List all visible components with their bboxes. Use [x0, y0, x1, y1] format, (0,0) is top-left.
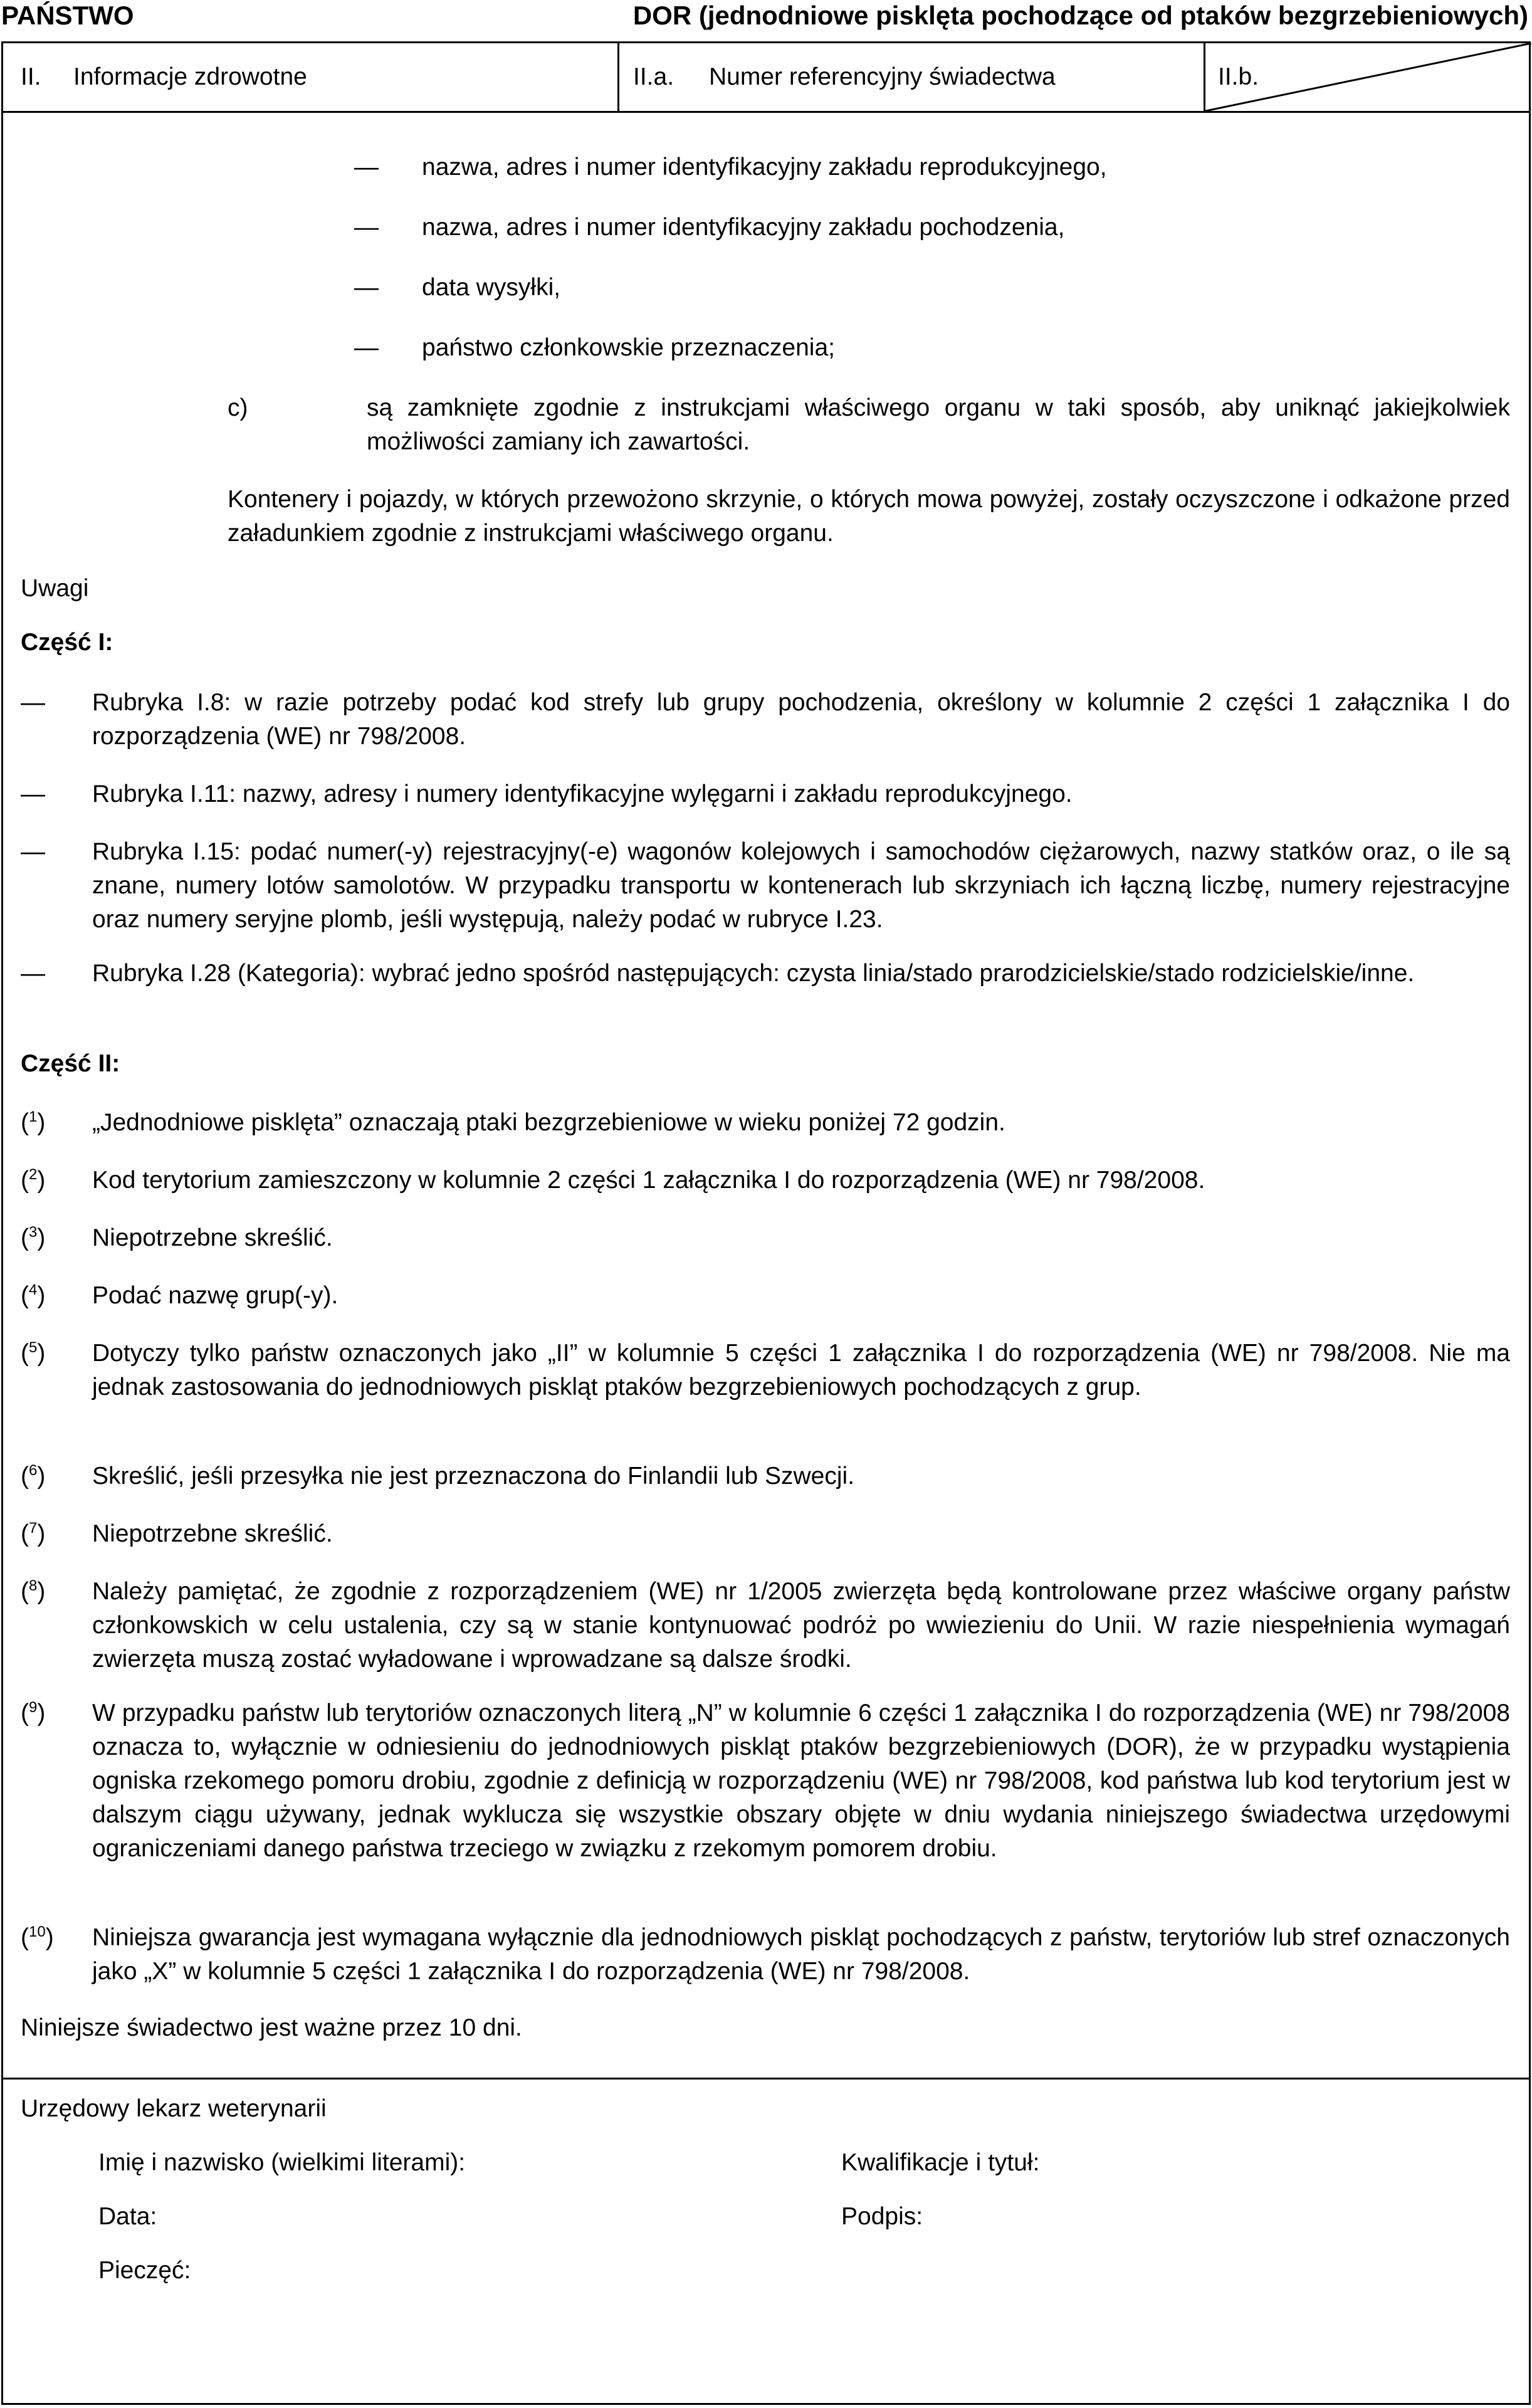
certificate-title: DOR (jednodniowe pisklęta pochodzące od ptaków bezgrzebieniowych)	[632, 1, 1528, 30]
part1-heading: Część I:	[21, 629, 113, 656]
iib-label: II.b.	[1218, 63, 1259, 90]
list-dash: —	[354, 214, 379, 241]
item-c-text: są zamknięte zgodnie z instrukcjami właściwego organu w taki sposób, aby uniknąć jakiejkolwiek możliwości zamiany ich zawartości.	[367, 394, 1510, 455]
footnote-number: ($^1$)	[21, 1108, 46, 1136]
section-header-bar	[1, 41, 1531, 113]
section-number: II.	[21, 63, 41, 90]
ident-item: nazwa, adres i numer identyfikacyjny zakładu pochodzenia,	[422, 214, 1065, 241]
name-label: Imię i nazwisko (wielkimi literami):	[98, 2149, 466, 2176]
ident-item: data wysyłki,	[422, 274, 561, 301]
official-vet-title: Urzędowy lekarz weterynarii	[21, 2095, 327, 2122]
footnote-text: Należy pamiętać, że zgodnie z rozporządzeniem (WE) nr 1/2005 zwierzęta będą kontrolowane przez właściwe organy państw członkowskich w celu ustalenia, czy są w stanie kontynuować podróż po wwiezieniu do Unii. W razie niespełnienia wymagań zwierzęta muszą zostać wyładowane i wprowadzane są dalsze środki.	[92, 1578, 1510, 1673]
footnote-number: ($^3$)	[21, 1224, 46, 1251]
footnote-number: ($^5$)	[21, 1339, 46, 1367]
part1-item: Rubryka I.28 (Kategoria): wybrać jedno spośród następujących: czysta linia/stado prarodzicielskie/stado rodzicielskie/inne.	[92, 960, 1415, 987]
footnote-number: ($^6$)	[21, 1462, 46, 1490]
footnote-text: W przypadku państw lub terytoriów oznaczonych literą „N” w kolumnie 6 części 1 załącznika I do rozporządzenia (WE) nr 798/2008 oznacza to, wyłącznie w odniesieniu do jednodniowych piskląt ptaków bezgrzebieniowych (DOR), że w przypadku wystąpienia ogniska rzekomego pomoru drobiu, zgodnie z definicją w rozporządzeniu (WE) nr 798/2008, kod państwa lub kod terytorium jest w dalszym ciągu używany, jednak wyklucza się wszystkie obszary objęte w dniu wydania niniejszego świadectwa urzędowymi ograniczeniami danego państwa trzeciego w związku z rzekomym pomorem drobiu.	[92, 1700, 1510, 1862]
stamp-label: Pieczęć:	[98, 2257, 191, 2284]
notes-heading: Uwagi	[21, 575, 89, 602]
reference-number-label: II.a.	[633, 63, 674, 90]
part1-item: Rubryka I.11: nazwy, adresy i numery identyfikacyjne wylęgarni i zakładu reprodukcyjnego.	[92, 781, 1073, 807]
list-dash: —	[354, 274, 379, 301]
containers-paragraph: Kontenery i pojazdy, w których przewożono skrzynie, o których mowa powyżej, zostały oczyszczone i odkażone przed załadunkiem zgodnie z instrukcjami właściwego organu.	[228, 486, 1510, 547]
footnote-text: Dotyczy tylko państw oznaczonych jako „II” w kolumnie 5 części 1 załącznika I do rozporządzenia (WE) nr 798/2008. Nie ma jednak zastosowania do jednodniowych piskląt ptaków bezgrzebieniowych pochodzących z grup.	[92, 1340, 1510, 1401]
footnote-text: Niepotrzebne skreślić.	[92, 1224, 333, 1251]
footnote-number: ($^7$)	[21, 1520, 46, 1547]
reference-title: Numer referencyjny świadectwa	[709, 63, 1056, 90]
footnote-text: Kod terytorium zamieszczony w kolumnie 2 części 1 załącznika I do rozporządzenia (WE) nr 798/2008.	[92, 1167, 1205, 1194]
footnote-text: „Jednodniowe pisklęta” oznaczają ptaki bezgrzebieniowe w wieku poniżej 72 godzin.	[92, 1109, 1005, 1136]
date-label: Data:	[98, 2203, 157, 2230]
footnote-text: Niniejsza gwarancja jest wymagana wyłącznie dla jednodniowych piskląt pochodzących z państw, terytoriów lub stref oznaczonych jako „X” w kolumnie 5 części 1 załącznika I do rozporządzenia (WE) nr 798/2008.	[92, 1924, 1510, 1985]
footnote-number: ($^{10}$)	[21, 1923, 54, 1951]
footnote-number: ($^4$)	[21, 1281, 46, 1309]
footnote-number: ($^8$)	[21, 1577, 46, 1605]
footnote-number: ($^2$)	[21, 1166, 46, 1194]
list-dash: —	[21, 689, 45, 716]
diagonal-strike-line	[1205, 43, 1531, 111]
footnote-text: Podać nazwę grup(-y).	[92, 1282, 338, 1309]
part1-item: Rubryka I.8: w razie potrzeby podać kod strefy lub grupy pochodzenia, określony w kolumnie 2 części 1 załącznika I do rozporządzenia (WE) nr 798/2008.	[92, 689, 1510, 750]
footnote-text: Skreślić, jeśli przesyłka nie jest przeznaczona do Finlandii lub Szwecji.	[92, 1463, 855, 1490]
ident-item: państwo członkowskie przeznaczenia;	[422, 334, 836, 361]
signature-block	[1, 2078, 1531, 2405]
ident-item: nazwa, adres i numer identyfikacyjny zakładu reprodukcyjnego,	[422, 154, 1107, 181]
part2-heading: Część II:	[21, 1050, 120, 1077]
section-title: Informacje zdrowotne	[73, 63, 307, 90]
part1-item: Rubryka I.15: podać numer(-y) rejestracyjny(-e) wagonów kolejowych i samochodów ciężarowych, nazwy statków oraz, o ile są znane, numery lotów samolotów. W przypadku transportu w kontenerach lub skrzyniach ich łączną liczbę, numery rejestracyjne oraz numery seryjne plomb, jeśli występują, należy podać w rubryce I.23.	[92, 838, 1510, 933]
item-c-marker: c)	[228, 394, 248, 421]
footnote-number: ($^9$)	[21, 1699, 46, 1727]
list-dash: —	[21, 781, 45, 807]
list-dash: —	[21, 960, 45, 987]
notes-body	[1, 111, 1531, 2079]
signature-label: Podpis:	[841, 2203, 923, 2230]
list-dash: —	[354, 154, 379, 181]
list-dash: —	[354, 334, 379, 361]
list-dash: —	[21, 838, 45, 865]
qualification-label: Kwalifikacje i tytuł:	[841, 2149, 1040, 2176]
validity-statement: Niniejsze świadectwo jest ważne przez 10 dni.	[21, 2014, 522, 2041]
country-label: PAŃSTWO	[1, 1, 134, 30]
footnote-text: Niepotrzebne skreślić.	[92, 1520, 333, 1547]
